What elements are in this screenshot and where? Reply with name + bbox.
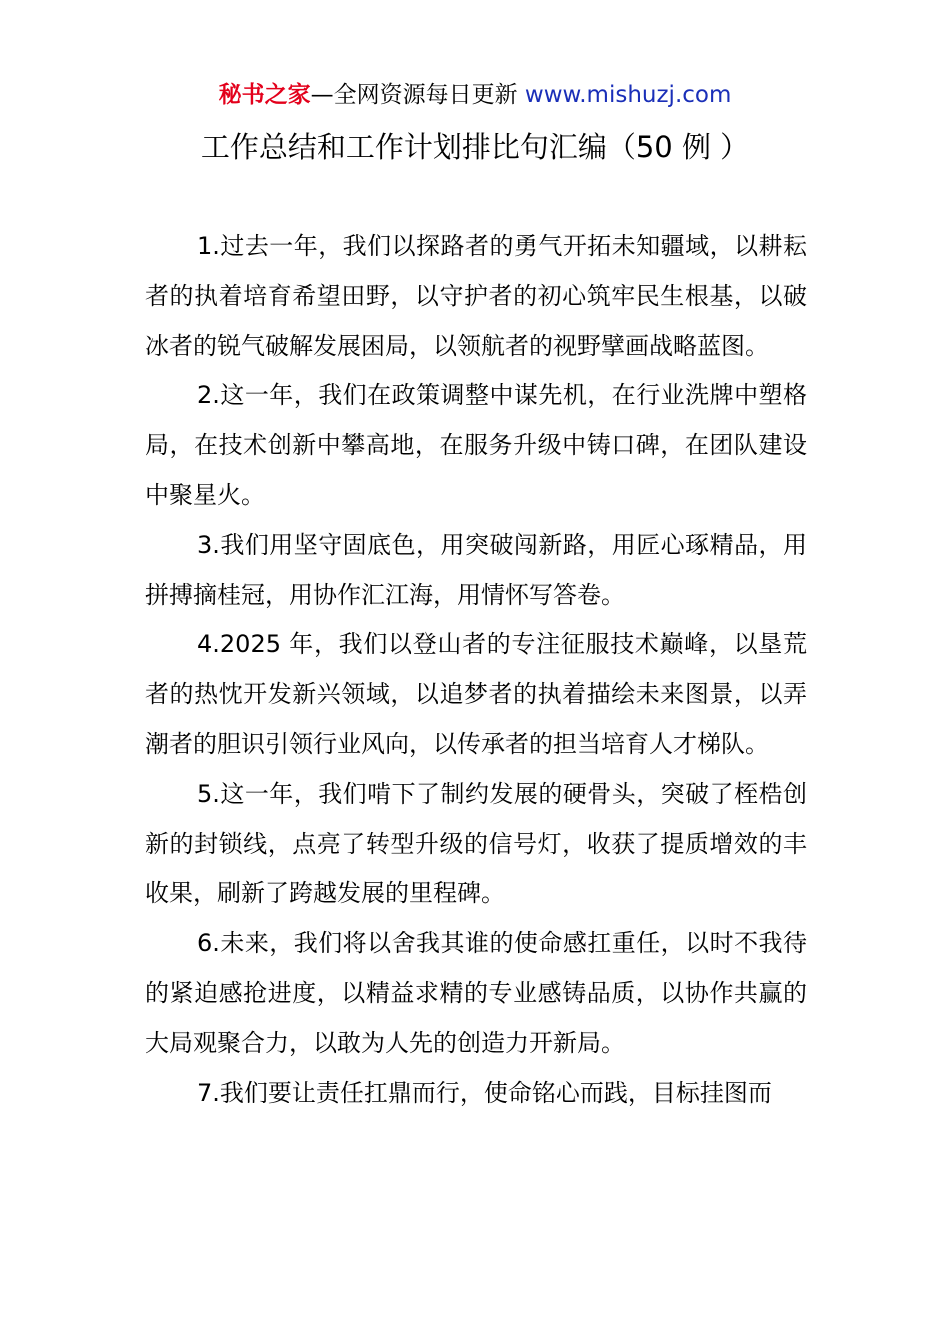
paragraph: 5.这一年，我们啃下了制约发展的硬骨头，突破了桎梏创新的封锁线，点亮了转型升级的信号灯，收获了提质增效的丰收果，刷新了跨越发展的里程碑。 [145,779,807,908]
brand-name: 秘书之家 [218,82,311,108]
paragraph: 2.这一年，我们在政策调整中谋先机，在行业洗牌中塑格局，在技术创新中攀高地，在服务升级中铸口碑，在团队建设中聚星火。 [145,381,807,509]
paragraph: 6.未来，我们将以舍我其谁的使命感扛重任，以时不我待的紧迫感抢进度，以精益求精的专业感铸品质，以协作共赢的大局观聚合力，以敢为人先的创造力开新局。 [145,929,807,1057]
site-header [0,78,950,112]
site-url-link[interactable]: www.mishuzj.com [524,82,732,108]
paragraph: 3.我们用坚守固底色，用突破闯新路，用匠心琢精品，用拼搏摘桂冠，用协作汇江海，用情怀写答卷。 [145,530,807,609]
paragraph: 7.我们要让责任扛鼎而行，使命铭心而践，目标挂图而 [197,1078,772,1107]
paragraph: 4.2025 年，我们以登山者的专注征服技术巅峰，以垦荒者的热忱开发新兴领域，以追梦者的执着描绘未来图景，以弄潮者的胆识引领行业风向，以传承者的担当培育人才梯队。 [145,630,807,758]
paragraph: 1.过去一年，我们以探路者的勇气开拓未知疆域，以耕耘者的执着培育希望田野，以守护者的初心筑牢民生根基，以破冰者的锐气破解发展困局，以领航者的视野擘画战略蓝图。 [145,232,807,360]
header-tagline: —全网资源每日更新 [310,82,525,108]
document-body [145,222,807,1118]
document-title: 工作总结和工作计划排比句汇编（50 例 ） [200,130,750,164]
